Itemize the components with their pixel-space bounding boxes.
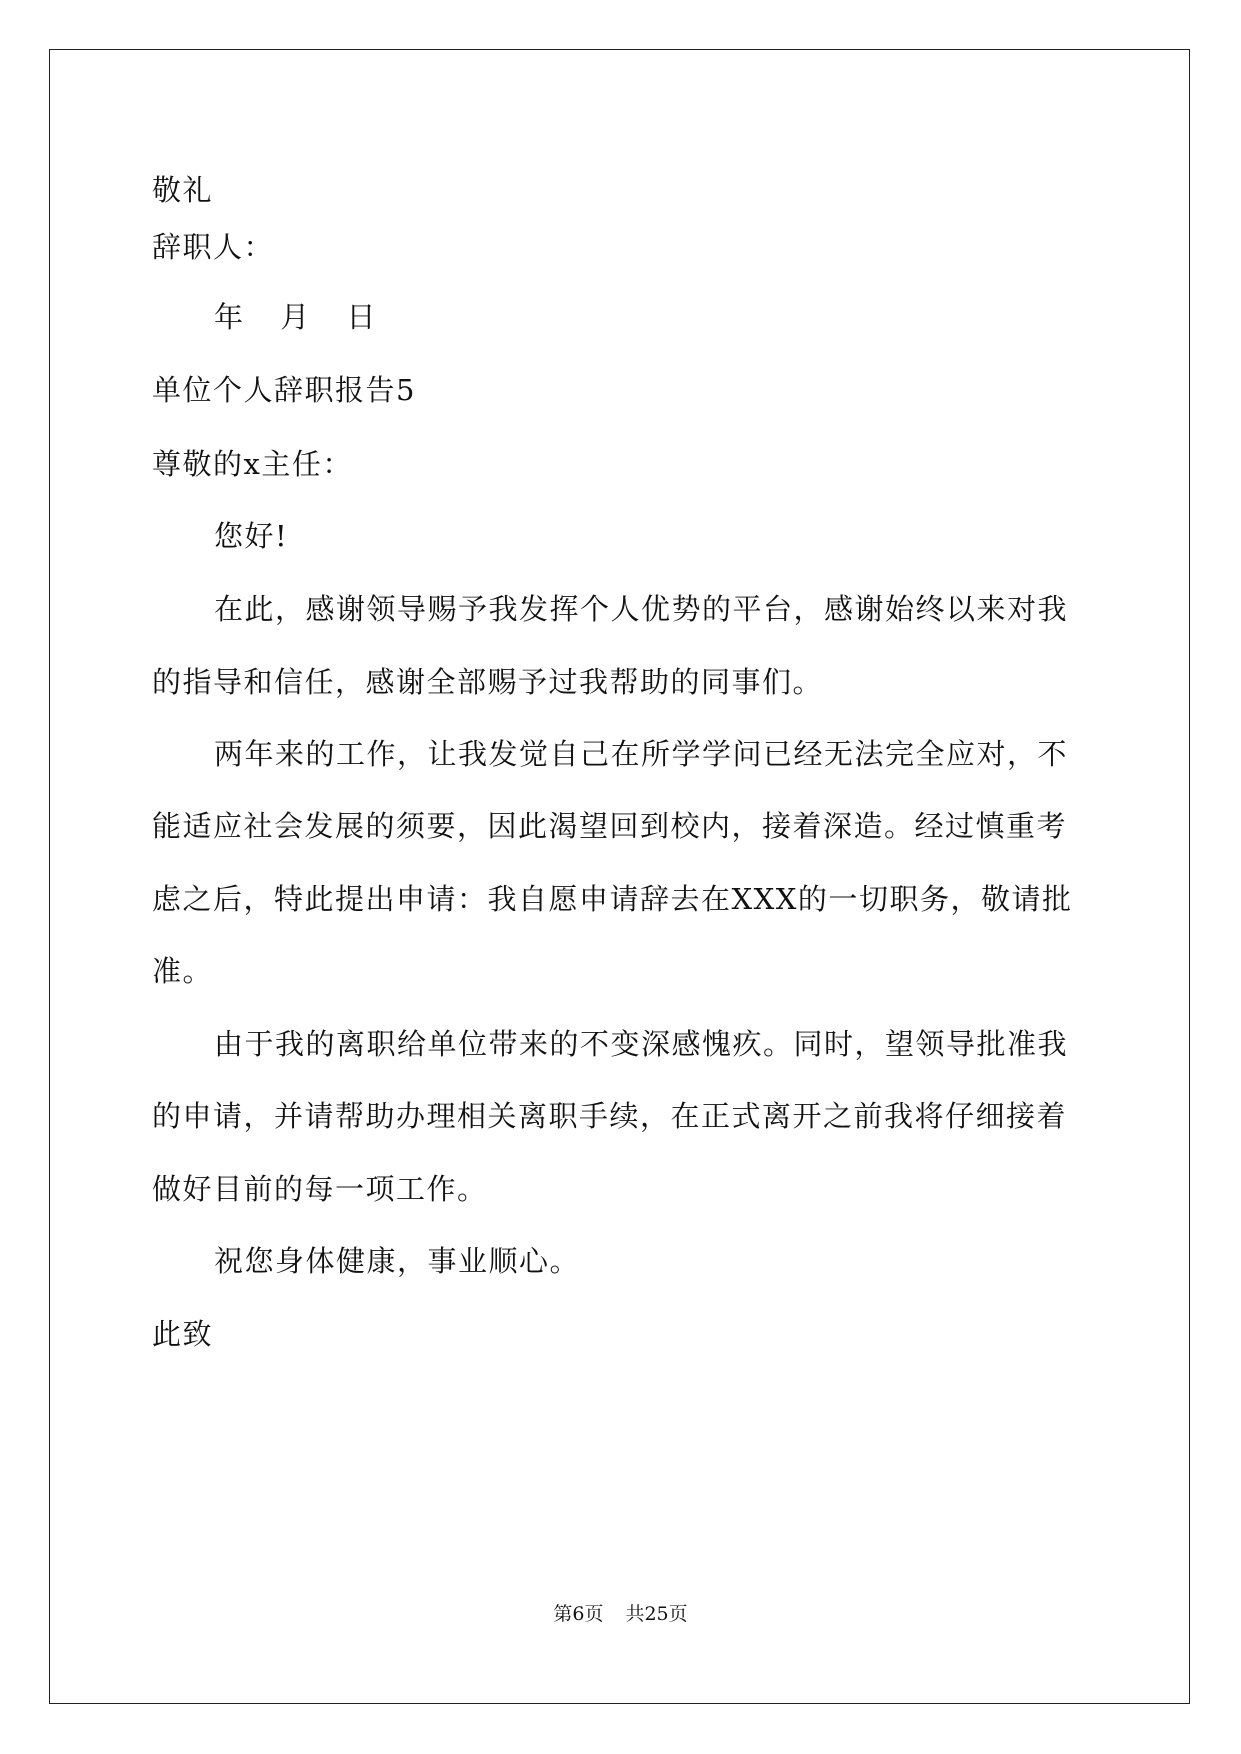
date-year: 年	[214, 300, 244, 334]
date-line	[214, 297, 403, 337]
addressee: 尊敬的x主任：	[152, 447, 353, 481]
paragraph-line: 做好目前的每一项工作。	[152, 1172, 488, 1206]
closing-line: 此致	[152, 1317, 214, 1351]
closing-salutation: 敬礼	[152, 173, 214, 207]
paragraph-line: 两年来的工作，让我发觉自己在所学学问已经无法完全应对，不	[214, 737, 1069, 771]
paragraph-line: 在此，感谢领导赐予我发挥个人优势的平台，感谢始终以来对我	[214, 592, 1069, 626]
paragraph-line: 虑之后，特此提出申请：我自愿申请辞去在XXX的一切职务，敬请批	[152, 882, 1073, 916]
paragraph-line: 由于我的离职给单位带来的不变深感愧疚。同时，望领导批准我	[214, 1027, 1069, 1061]
page-number: 第6页	[553, 1603, 604, 1625]
page-footer	[0, 1601, 1241, 1627]
paragraph-line: 准。	[152, 954, 214, 988]
page-total: 共25页	[625, 1603, 688, 1625]
date-month: 月	[280, 300, 310, 334]
paragraph-line: 的指导和信任，感谢全部赐予过我帮助的同事们。	[152, 665, 824, 699]
section-title: 单位个人辞职报告5	[152, 373, 416, 407]
paragraph-line: 能适应社会发展的须要，因此渴望回到校内，接着深造。经过慎重考	[152, 809, 1068, 843]
greeting: 您好!	[214, 519, 289, 553]
signatory-label: 辞职人：	[152, 230, 275, 264]
date-day: 日	[346, 300, 376, 334]
paragraph-line: 的申请，并请帮助办理相关离职手续，在正式离开之前我将仔细接着	[152, 1099, 1068, 1133]
wishes-line: 祝您身体健康，事业顺心。	[214, 1244, 581, 1278]
